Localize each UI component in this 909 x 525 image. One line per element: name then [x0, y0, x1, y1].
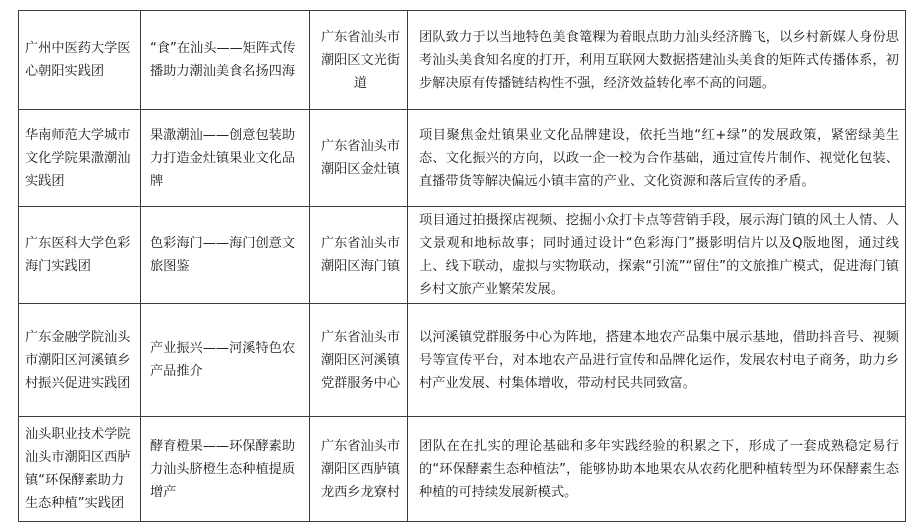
- description-cell: [408, 304, 906, 417]
- location-cell: [310, 110, 408, 207]
- description-cell: [408, 11, 906, 110]
- table-row: [19, 110, 906, 207]
- location: 广东省汕头市潮阳区海门镇: [320, 236, 401, 274]
- description: 团队在在扎实的理论基础和多年实践经验的积累之下，形成了一套成熟稳定易行的“环保酵素生态种植法”，能够协助本地果农从农药化肥种植转型为环保酵素生态种植的可持续发展新模式。: [419, 438, 899, 500]
- location-cell: [310, 11, 408, 110]
- location: 广东省汕头市潮阳区金灶镇: [320, 139, 401, 177]
- location: 广东省汕头市潮阳区西胪镇龙西乡龙寮村: [320, 438, 401, 500]
- project-name: “食”在汕头——矩阵式传播助力潮汕美食名扬四海: [150, 41, 296, 79]
- table-row: [19, 11, 906, 110]
- location: 广东省汕头市潮阳区河溪镇党群服务中心: [320, 329, 401, 391]
- project-name: 色彩海门——海门创意文旅图鉴: [150, 236, 296, 274]
- location: 广东省汕头市潮阳区文光街道: [320, 29, 401, 91]
- team-cell: [19, 11, 141, 110]
- project-name: 产业振兴——河溪特色农产品推介: [150, 341, 296, 379]
- project-cell: [141, 417, 310, 522]
- description: 项目通过拍摄探店视频、挖掘小众打卡点等营销手段，展示海门镇的风土人情、人文景观和地标故事；同时通过设计“色彩海门”摄影明信片以及Q版地图，通过线上、线下联动，虚拟与实物联动，探索“引流”“留住”的文旅推广模式，促进海门镇乡村文旅产业繁荣发展。: [419, 213, 899, 297]
- team-name: 广州中医药大学医心朝阳实践团: [25, 41, 131, 79]
- team-name: 广东医科大学色彩海门实践团: [25, 236, 131, 274]
- team-cell: [19, 304, 141, 417]
- project-cell: [141, 304, 310, 417]
- practice-team-table: [18, 10, 906, 522]
- team-cell: [19, 110, 141, 207]
- team-name: 华南师范大学城市文化学院果潵潮汕实践团: [25, 127, 131, 189]
- description: 团队致力于以当地特色美食篭粿为着眼点助力汕头经济腾飞，以乡村新媒人身份思考汕头美食知名度的打开，利用互联网大数据搭建汕头美食的矩阵式传播体系，初步解决原有传播链结构性不强，经济效益转化率不高的问题。: [419, 29, 899, 91]
- description: 以河溪镇党群服务中心为阵地，搭建本地农产品集中展示基地，借助抖音号、视频号等宣传平台，对本地农产品进行宣传和品牌化运作，发展农村电子商务，助力乡村产业发展、村集体增收，带动村民共同致富。: [419, 329, 899, 391]
- table-row: [19, 304, 906, 417]
- description-cell: [408, 417, 906, 522]
- project-cell: [141, 207, 310, 304]
- project-name: 酵育橙果——环保酵素助力汕头脐橙生态种植提质增产: [150, 438, 296, 500]
- location-cell: [310, 417, 408, 522]
- project-cell: [141, 11, 310, 110]
- location-cell: [310, 304, 408, 417]
- team-cell: [19, 417, 141, 522]
- location-cell: [310, 207, 408, 304]
- description: 项目聚焦金灶镇果业文化品牌建设，依托当地“红+绿”的发展政策，紧密绿美生态、文化振兴的方向，以政一企一校为合作基础，通过宣传片制作、视觉化包装、直播带货等解决偏远小镇丰富的产业、文化资源和落后宣传的矛盾。: [419, 127, 899, 189]
- project-cell: [141, 110, 310, 207]
- table-row: [19, 417, 906, 522]
- team-name: 广东金融学院汕头市潮阳区河溪镇乡村振兴促进实践团: [25, 329, 131, 391]
- description-cell: [408, 207, 906, 304]
- project-name: 果潵潮汕——创意包装助力打造金灶镇果业文化品牌: [150, 127, 296, 189]
- description-cell: [408, 110, 906, 207]
- table-row: [19, 207, 906, 304]
- team-name: 汕头职业技术学院汕头市潮阳区西胪镇“环保酵素助力生态种植”实践团: [25, 427, 131, 511]
- team-cell: [19, 207, 141, 304]
